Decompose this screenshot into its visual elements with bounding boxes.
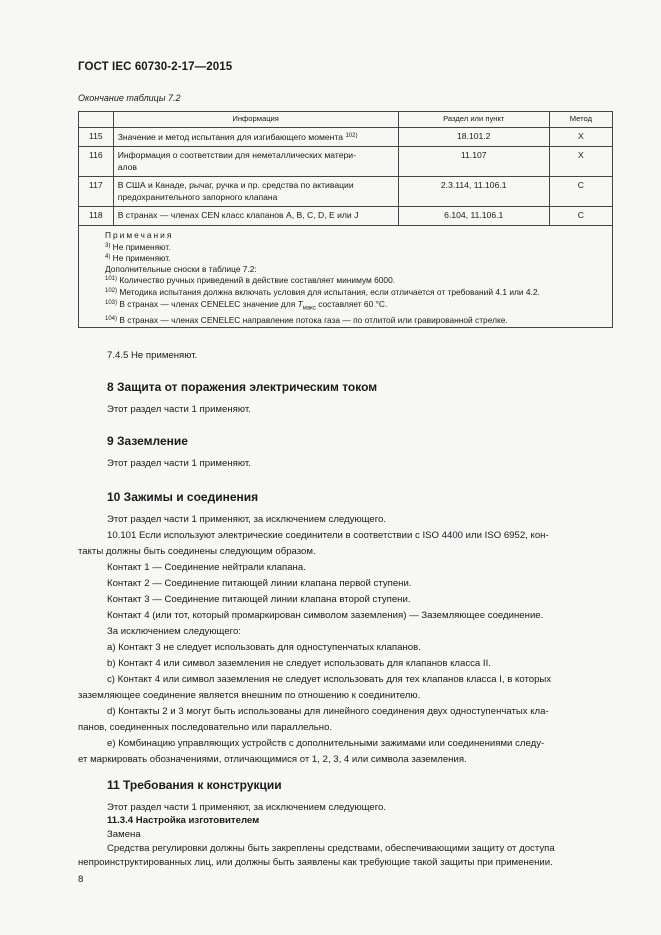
- table-row: [79, 207, 613, 226]
- footnote-104: $^{104)}$ В странах — членах CENELEC направление потока газа — по отлитой или гравированной стрелке.: [105, 314, 508, 325]
- col-header-method: Метод: [549, 112, 612, 128]
- table-caption: Окончание таблицы 7.2: [78, 93, 181, 103]
- table-notes: [79, 226, 613, 328]
- section-10-line: ет маркировать обозначениями, отличающимися от 1, 2, 3, 4 или символа заземления.: [78, 754, 467, 765]
- additional-footnotes-title: Дополнительные сноски в таблице 7.2:: [105, 263, 257, 274]
- row-section: 18.101.2: [398, 128, 549, 147]
- section-10-line: Этот раздел части 1 применяют, за исключением следующего.: [107, 514, 387, 525]
- section-10-line: панов, соединенных последовательно или параллельно.: [78, 722, 333, 733]
- row-method: X: [549, 147, 612, 177]
- section-10-line: Контакт 4 (или тот, который промаркирован символом заземления) — Заземляющее соединение.: [107, 610, 544, 621]
- clause-11-3-4-heading: 11.3.4 Настройка изготовителем: [107, 815, 260, 826]
- row-number: 116: [79, 147, 114, 177]
- row-method: X: [549, 128, 612, 147]
- note-3: $^{3)}$ Не применяют.: [105, 241, 171, 252]
- table-header-row: [79, 112, 613, 128]
- section-10-line: За исключением следующего:: [107, 626, 241, 637]
- section-8-heading: 8 Защита от поражения электрическим током: [107, 380, 378, 394]
- standard-designation: ГОСТ IEC 60730-2-17—2015: [78, 61, 233, 73]
- footnote-ref: 102): [345, 133, 358, 139]
- table-notes-row: [79, 226, 613, 328]
- section-11-intro: Этот раздел части 1 применяют, за исключением следующего.: [107, 802, 387, 813]
- row-number: 117: [79, 177, 114, 207]
- footnote-102: $^{102)}$ Методика испытания должна включать условия для испытания, если отличается от требований 4.1 или 4.2.: [105, 286, 540, 297]
- table-row: [79, 177, 613, 207]
- col-header-section: Раздел или пункт: [398, 112, 549, 128]
- row-number: 118: [79, 207, 114, 226]
- clause-7-4-5: 7.4.5 Не применяют.: [107, 350, 198, 361]
- row-number: 115: [79, 128, 114, 147]
- row-section: 6.104, 11.106.1: [398, 207, 549, 226]
- section-10-line: Контакт 3 — Соединение питающей линии клапана второй ступени.: [107, 594, 411, 605]
- table-row: [79, 147, 613, 177]
- footnote-103: $^{103)}$ В странах — членах CENELEC значение для $T_{макс}$ составляет 60 °С.: [105, 298, 388, 312]
- page-number: 8: [78, 874, 84, 885]
- section-10-line: d) Контакты 2 и 3 могут быть использованы для линейного соединения двух одноступенчатых кла-: [107, 706, 549, 717]
- footnote-101: $^{101)}$ Количество ручных приведений в действие составляет минимум 6000.: [105, 275, 396, 286]
- row-method: C: [549, 207, 612, 226]
- replacement-label: Замена: [107, 829, 141, 840]
- section-9-text: Этот раздел части 1 применяют.: [107, 458, 251, 469]
- section-10-line: 10.101 Если используют электрические соединители в соответствии с ISO 4400 или ISO 6952, кон-: [107, 530, 549, 541]
- col-header-information: Информация: [113, 112, 398, 128]
- col-header-number: [79, 112, 114, 128]
- section-11-paragraph-line: Средства регулировки должны быть закреплены средствами, обеспечивающими защиту от доступа: [107, 843, 555, 854]
- section-9-heading: 9 Заземление: [107, 434, 188, 448]
- row-section: 2.3.114, 11.106.1: [398, 177, 549, 207]
- note-4: $^{4)}$ Не применяют.: [105, 253, 171, 264]
- section-10-line: Контакт 1 — Соединение нейтрали клапана.: [107, 562, 306, 573]
- row-information: Значение и метод испытания для изгибающего момента $^{102)}$: [113, 128, 398, 147]
- section-11-heading: 11 Требования к конструкции: [107, 778, 282, 792]
- table-row: [79, 128, 613, 147]
- info-table: [78, 111, 613, 328]
- section-11-paragraph-line: непроинструктированных лиц, или должны быть заявлены как требующие такой защиты при применении.: [78, 857, 553, 868]
- section-10-line: Контакт 2 — Соединение питающей линии клапана первой ступени.: [107, 578, 412, 589]
- row-method: C: [549, 177, 612, 207]
- section-8-text: Этот раздел части 1 применяют.: [107, 404, 251, 415]
- section-10-line: e) Комбинацию управляющих устройств с дополнительными зажимами или соединениями следу-: [107, 738, 545, 749]
- notes-title: Примечания: [105, 230, 174, 240]
- row-section: 11.107: [398, 147, 549, 177]
- section-10-heading: 10 Зажимы и соединения: [107, 490, 259, 504]
- section-10-line: a) Контакт 3 не следует использовать для одноступенчатых клапанов.: [107, 642, 421, 653]
- row-information: В странах — членах CEN класс клапанов A, B, C, D, E или J: [113, 207, 398, 226]
- row-information: В США и Канаде, рычаг, ручка и пр. средства по активации предохранительного запорного клапана: [113, 177, 398, 207]
- section-10-line: b) Контакт 4 или символ заземления не следует использовать для клапанов класса II.: [107, 658, 491, 669]
- section-10-line: c) Контакт 4 или символ заземления не следует использовать для тех клапанов класса I, в которых: [107, 674, 552, 685]
- section-10-line: заземляющее соединение является внешним по отношению к соединителю.: [78, 690, 421, 701]
- row-information: Информация о соответствии для неметаллических матери- алов: [113, 147, 398, 177]
- section-10-line: такты должны быть соединены следующим образом.: [78, 546, 316, 557]
